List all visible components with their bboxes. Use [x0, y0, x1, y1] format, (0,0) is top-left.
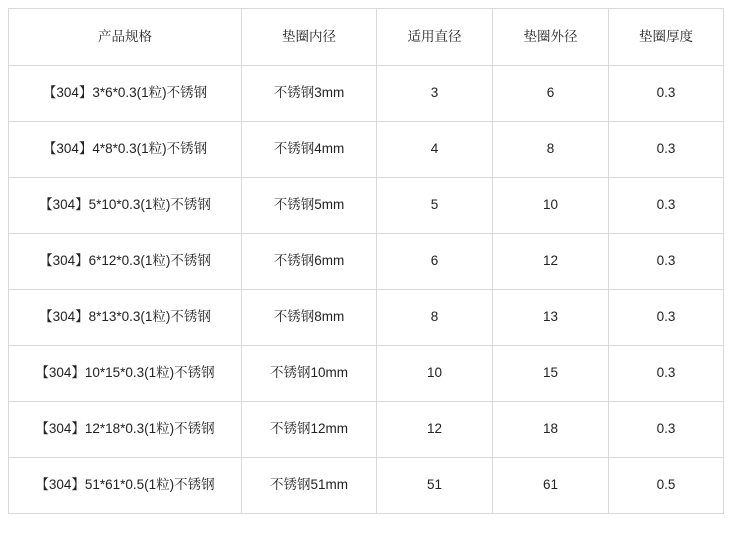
column-header-inner-diameter: 垫圈内径 — [242, 9, 377, 66]
table-row — [9, 66, 724, 122]
table-row — [9, 178, 724, 234]
cell-thickness: 0.3 — [609, 402, 724, 458]
table-row — [9, 234, 724, 290]
table-row — [9, 290, 724, 346]
cell-outer-diameter: 18 — [493, 402, 609, 458]
cell-thickness: 0.3 — [609, 290, 724, 346]
cell-inner-diameter: 不锈钢51mm — [242, 458, 377, 514]
cell-product-spec: 【304】12*18*0.3(1粒)不锈钢 — [9, 402, 242, 458]
cell-inner-diameter: 不锈钢6mm — [242, 234, 377, 290]
cell-applicable-diameter: 8 — [377, 290, 493, 346]
cell-outer-diameter: 10 — [493, 178, 609, 234]
cell-product-spec: 【304】8*13*0.3(1粒)不锈钢 — [9, 290, 242, 346]
cell-thickness: 0.3 — [609, 66, 724, 122]
table-header-row — [9, 9, 724, 66]
cell-applicable-diameter: 5 — [377, 178, 493, 234]
column-header-applicable-diameter: 适用直径 — [377, 9, 493, 66]
cell-applicable-diameter: 6 — [377, 234, 493, 290]
table-row — [9, 122, 724, 178]
column-header-thickness: 垫圈厚度 — [609, 9, 724, 66]
cell-outer-diameter: 8 — [493, 122, 609, 178]
cell-thickness: 0.3 — [609, 178, 724, 234]
cell-thickness: 0.3 — [609, 234, 724, 290]
table-row — [9, 402, 724, 458]
product-spec-table — [8, 8, 724, 514]
cell-outer-diameter: 61 — [493, 458, 609, 514]
cell-applicable-diameter: 51 — [377, 458, 493, 514]
cell-inner-diameter: 不锈钢3mm — [242, 66, 377, 122]
cell-inner-diameter: 不锈钢4mm — [242, 122, 377, 178]
cell-applicable-diameter: 3 — [377, 66, 493, 122]
cell-thickness: 0.5 — [609, 458, 724, 514]
cell-thickness: 0.3 — [609, 122, 724, 178]
column-header-product-spec: 产品规格 — [9, 9, 242, 66]
cell-inner-diameter: 不锈钢12mm — [242, 402, 377, 458]
cell-product-spec: 【304】3*6*0.3(1粒)不锈钢 — [9, 66, 242, 122]
cell-inner-diameter: 不锈钢8mm — [242, 290, 377, 346]
cell-outer-diameter: 15 — [493, 346, 609, 402]
cell-inner-diameter: 不锈钢5mm — [242, 178, 377, 234]
cell-product-spec: 【304】5*10*0.3(1粒)不锈钢 — [9, 178, 242, 234]
cell-thickness: 0.3 — [609, 346, 724, 402]
table-row — [9, 458, 724, 514]
column-header-outer-diameter: 垫圈外径 — [493, 9, 609, 66]
cell-applicable-diameter: 10 — [377, 346, 493, 402]
cell-outer-diameter: 6 — [493, 66, 609, 122]
cell-product-spec: 【304】6*12*0.3(1粒)不锈钢 — [9, 234, 242, 290]
cell-outer-diameter: 13 — [493, 290, 609, 346]
cell-product-spec: 【304】10*15*0.3(1粒)不锈钢 — [9, 346, 242, 402]
cell-applicable-diameter: 4 — [377, 122, 493, 178]
cell-outer-diameter: 12 — [493, 234, 609, 290]
cell-applicable-diameter: 12 — [377, 402, 493, 458]
cell-product-spec: 【304】51*61*0.5(1粒)不锈钢 — [9, 458, 242, 514]
table-row — [9, 346, 724, 402]
cell-inner-diameter: 不锈钢10mm — [242, 346, 377, 402]
cell-product-spec: 【304】4*8*0.3(1粒)不锈钢 — [9, 122, 242, 178]
